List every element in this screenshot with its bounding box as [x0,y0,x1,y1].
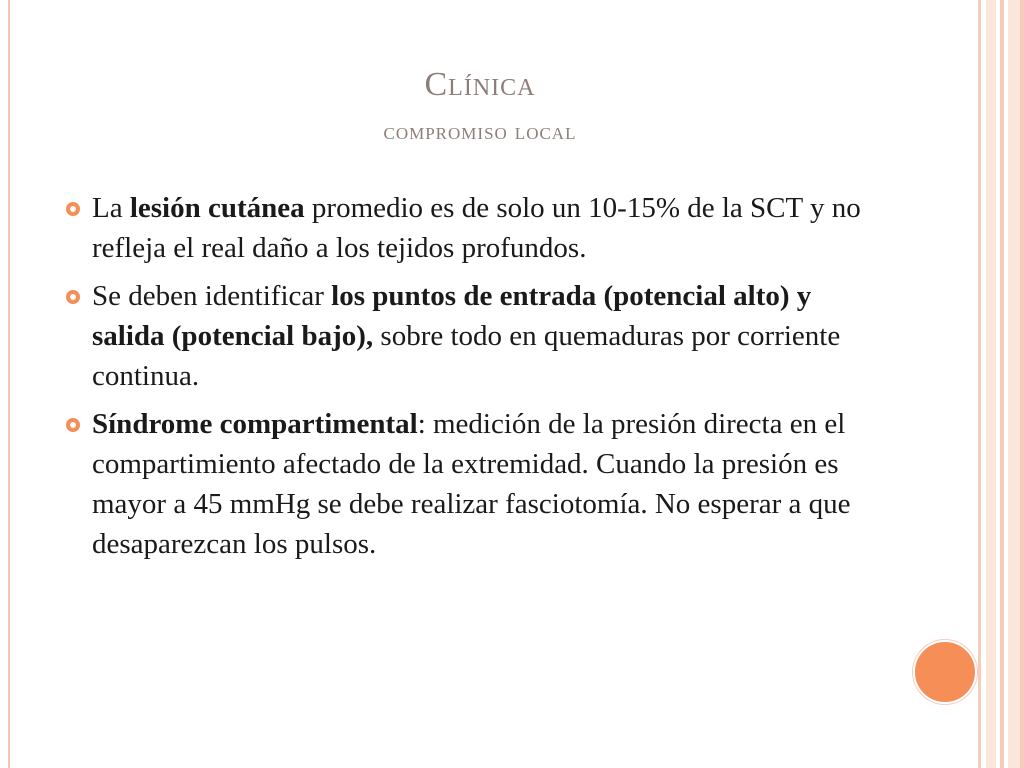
bullet-text: La [92,192,130,224]
slide-title: Clínica [424,66,536,103]
bullet-text: sobre todo en quemaduras por corriente continua. [92,320,841,392]
bullet-bold-text: Síndrome compartimental [92,408,418,440]
bullet-bold-text: lesión cutánea [129,192,305,224]
bullet-item [62,188,862,268]
decorative-stripe [1000,0,1004,768]
bullet-item [62,404,862,564]
bullet-circle-icon [66,202,80,216]
bullet-list [62,188,862,572]
bullet-circle-icon [66,290,80,304]
decorative-circle [913,640,977,704]
bullet-item [62,276,862,396]
left-border-line [8,0,10,768]
decorative-stripe [986,0,996,768]
bullet-bold-text: los puntos de entrada (potencial alto) y salida (potencial bajo), [92,280,812,352]
decorative-stripe [1008,0,1020,768]
bullet-text: promedio es de solo un 10-15% de la SCT y no refleja el real daño a los tejidos profundos. [92,192,861,264]
decorative-stripe [1020,0,1024,768]
slide-subtitle: compromiso local [383,119,577,145]
bullet-text: Se deben identificar [92,280,332,312]
decorative-stripe [978,0,981,768]
bullet-circle-icon [66,418,80,432]
bullet-text: : medición de la presión directa en el compartimiento afectado de la extremidad. Cuando la presión es mayor a 45 mmHg se debe realizar fasciotomía. No esperar a que desaparezcan los pulsos. [92,408,851,560]
